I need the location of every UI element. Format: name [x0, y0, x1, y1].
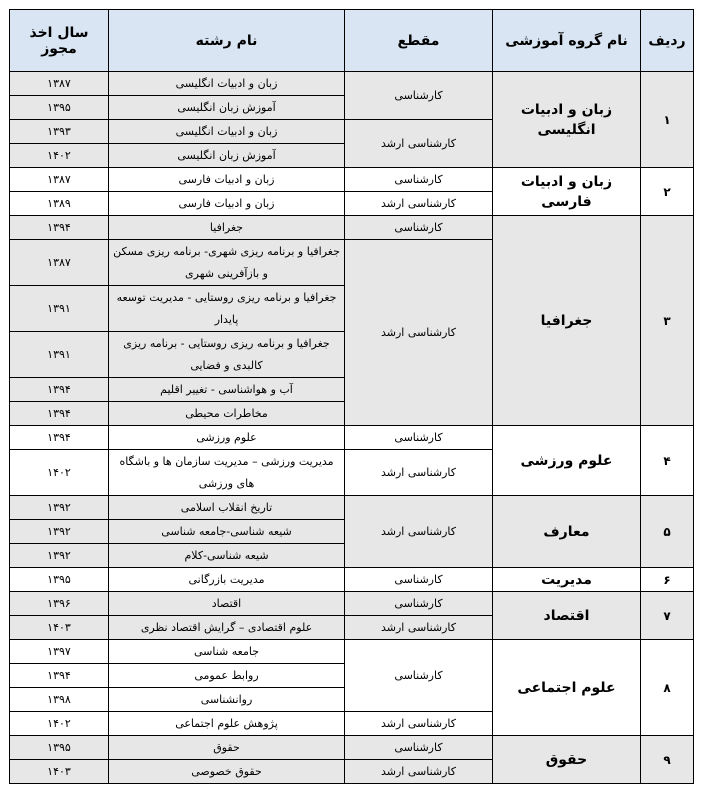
header-row	[10, 10, 694, 72]
degree-level: کارشناسی ارشد	[345, 192, 493, 216]
group-number: ۸	[641, 640, 694, 736]
major-name: زبان و ادبیات انگلیسی	[109, 120, 345, 144]
group-name: مدیریت	[493, 568, 641, 592]
major-name: آموزش زبان انگلیسی	[109, 96, 345, 120]
degree-level: کارشناسی	[345, 640, 493, 712]
table-row	[10, 426, 694, 450]
major-name: جغرافیا	[109, 216, 345, 240]
degree-level: کارشناسی	[345, 168, 493, 192]
major-name: شیعه شناسی-جامعه شناسی	[109, 520, 345, 544]
degree-level: کارشناسی	[345, 568, 493, 592]
group-number: ۵	[641, 496, 694, 568]
header-major: نام رشته	[109, 10, 345, 72]
major-name: جغرافیا و برنامه ریزی شهری- برنامه ریزی مسکن و بازآفرینی شهری	[109, 240, 345, 286]
license-year: ۱۴۰۳	[10, 616, 109, 640]
major-name: زبان و ادبیات فارسی	[109, 192, 345, 216]
table-row	[10, 568, 694, 592]
table-row	[10, 168, 694, 192]
license-year: ۱۳۹۱	[10, 332, 109, 378]
major-name: مدیریت ورزشی – مدیریت سازمان ها و باشگاه های ورزشی	[109, 450, 345, 496]
license-year: ۱۴۰۲	[10, 712, 109, 736]
group-section	[10, 216, 694, 426]
group-number: ۹	[641, 736, 694, 784]
group-section	[10, 568, 694, 592]
table-row	[10, 736, 694, 760]
major-name: مدیریت بازرگانی	[109, 568, 345, 592]
degree-level: کارشناسی	[345, 72, 493, 120]
table-row	[10, 496, 694, 520]
group-name: علوم ورزشی	[493, 426, 641, 496]
group-section	[10, 496, 694, 568]
major-name: شیعه شناسی-کلام	[109, 544, 345, 568]
group-number: ۱	[641, 72, 694, 168]
degree-level: کارشناسی ارشد	[345, 240, 493, 426]
license-year: ۱۳۹۵	[10, 96, 109, 120]
major-name: حقوق	[109, 736, 345, 760]
license-year: ۱۳۹۴	[10, 664, 109, 688]
major-name: زبان و ادبیات فارسی	[109, 168, 345, 192]
degree-level: کارشناسی ارشد	[345, 712, 493, 736]
license-year: ۱۳۹۸	[10, 688, 109, 712]
license-year: ۱۳۹۴	[10, 216, 109, 240]
major-name: تاریخ انقلاب اسلامی	[109, 496, 345, 520]
group-section	[10, 640, 694, 736]
license-year: ۱۳۸۷	[10, 168, 109, 192]
degree-level: کارشناسی ارشد	[345, 496, 493, 568]
license-year: ۱۳۹۱	[10, 286, 109, 332]
header-level: مقطع	[345, 10, 493, 72]
major-name: حقوق خصوصی	[109, 760, 345, 784]
group-number: ۴	[641, 426, 694, 496]
group-number: ۶	[641, 568, 694, 592]
license-year: ۱۳۹۴	[10, 378, 109, 402]
degree-level: کارشناسی	[345, 216, 493, 240]
major-name: زبان و ادبیات انگلیسی	[109, 72, 345, 96]
header-row-no: ردیف	[641, 10, 694, 72]
table-row	[10, 592, 694, 616]
table-row	[10, 640, 694, 664]
major-name: روانشناسی	[109, 688, 345, 712]
license-year: ۱۳۹۵	[10, 736, 109, 760]
programs-table	[9, 9, 694, 784]
major-name: اقتصاد	[109, 592, 345, 616]
group-section	[10, 168, 694, 216]
degree-level: کارشناسی	[345, 426, 493, 450]
license-year: ۱۳۸۹	[10, 192, 109, 216]
major-name: علوم اقتصادی – گرایش اقتصاد نظری	[109, 616, 345, 640]
major-name: جغرافیا و برنامه ریزی روستایی - مدیریت توسعه پایدار	[109, 286, 345, 332]
major-name: مخاطرات محیطی	[109, 402, 345, 426]
header-year: سال اخذ مجوز	[10, 10, 109, 72]
degree-level: کارشناسی ارشد	[345, 616, 493, 640]
license-year: ۱۳۹۴	[10, 426, 109, 450]
table-row	[10, 72, 694, 96]
major-name: جغرافیا و برنامه ریزی روستایی - برنامه ریزی کالبدی و فضایی	[109, 332, 345, 378]
degree-level: کارشناسی ارشد	[345, 120, 493, 168]
group-section	[10, 72, 694, 168]
license-year: ۱۳۹۲	[10, 520, 109, 544]
group-number: ۷	[641, 592, 694, 640]
license-year: ۱۳۹۴	[10, 402, 109, 426]
license-year: ۱۳۹۵	[10, 568, 109, 592]
major-name: جامعه شناسی	[109, 640, 345, 664]
license-year: ۱۴۰۲	[10, 144, 109, 168]
major-name: روابط عمومی	[109, 664, 345, 688]
license-year: ۱۳۹۳	[10, 120, 109, 144]
degree-level: کارشناسی ارشد	[345, 760, 493, 784]
group-name: حقوق	[493, 736, 641, 784]
header-group: نام گروه آموزشی	[493, 10, 641, 72]
major-name: علوم ورزشی	[109, 426, 345, 450]
major-name: آموزش زبان انگلیسی	[109, 144, 345, 168]
license-year: ۱۴۰۲	[10, 450, 109, 496]
license-year: ۱۳۹۶	[10, 592, 109, 616]
license-year: ۱۳۸۷	[10, 72, 109, 96]
group-number: ۳	[641, 216, 694, 426]
group-name: علوم اجتماعی	[493, 640, 641, 736]
group-section	[10, 426, 694, 496]
major-name: آب و هواشناسی - تغییر اقلیم	[109, 378, 345, 402]
degree-level: کارشناسی	[345, 736, 493, 760]
group-name: زبان و ادبیات انگلیسی	[493, 72, 641, 168]
group-section	[10, 592, 694, 640]
degree-level: کارشناسی ارشد	[345, 450, 493, 496]
group-name: معارف	[493, 496, 641, 568]
table-row	[10, 216, 694, 240]
license-year: ۱۳۸۷	[10, 240, 109, 286]
group-section	[10, 736, 694, 784]
major-name: پژوهش علوم اجتماعی	[109, 712, 345, 736]
group-name: زبان و ادبیات فارسی	[493, 168, 641, 216]
license-year: ۱۳۹۷	[10, 640, 109, 664]
degree-level: کارشناسی	[345, 592, 493, 616]
group-name: جغرافیا	[493, 216, 641, 426]
license-year: ۱۴۰۳	[10, 760, 109, 784]
license-year: ۱۳۹۲	[10, 496, 109, 520]
group-name: اقتصاد	[493, 592, 641, 640]
group-number: ۲	[641, 168, 694, 216]
license-year: ۱۳۹۲	[10, 544, 109, 568]
